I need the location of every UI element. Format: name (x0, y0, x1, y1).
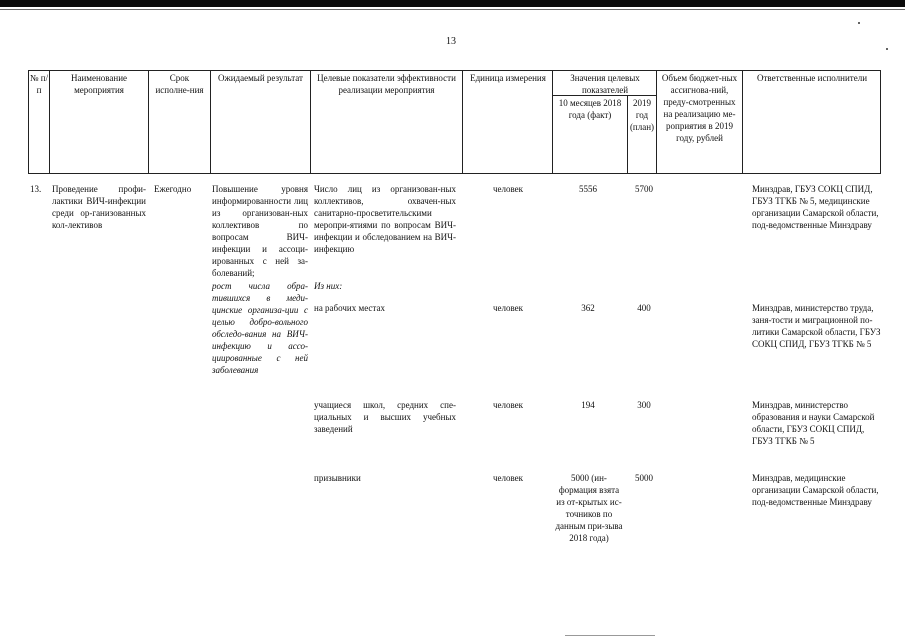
unit-total: человек (492, 184, 524, 194)
header-responsible: Ответственные исполнители (756, 73, 868, 83)
indicator-total: Число лиц из организован-ных коллективов, охвачен-ных санитарно-просветительскими меропри-ятиями по вопросам ВИЧ-инфекции и обследованием на ВИЧ-инфекцию (314, 184, 456, 254)
header-values-2019: 2019 год (план) (629, 98, 655, 132)
header-num: № п/п (29, 73, 49, 95)
header-bottom-border (28, 173, 881, 174)
col-border (742, 70, 743, 174)
scan-bottom-line (565, 635, 655, 636)
header-unit: Единица измерения (470, 73, 546, 83)
header-name: Наименование мероприятия (70, 73, 128, 95)
col-border (310, 70, 311, 174)
expected-result-2: рост числа обра-тившихся в меди-цинские организа-ции с целью добро-вольного обследо-вания на ВИЧ-инфекцию и ассо-циированные с ней заболевания (212, 281, 308, 375)
row-number: 13. (30, 184, 42, 194)
col-border (627, 95, 628, 174)
responsible-total: Минздрав, ГБУЗ СОКЦ СПИД, ГБУЗ ТГКБ № 5, медицинские организации Самарской области, под-ведомственные Минздраву (752, 184, 879, 230)
responsible-students: Минздрав, министерство образования и науки Самарской области, ГБУЗ СОКЦ СПИД, ГБУЗ ТГКБ № 5 (752, 400, 875, 446)
col-border (210, 70, 211, 174)
header-result: Ожидаемый результат (218, 73, 303, 83)
indicator-students: учащиеся школ, средних спе-циальных и высших учебных заведений (314, 400, 456, 434)
header-term: Срок исполне-ния (155, 73, 204, 95)
indicator-of-them: Из них: (314, 281, 343, 291)
value-2019-total: 5700 (635, 184, 653, 194)
value-2018-students: 194 (581, 400, 595, 410)
responsible-conscripts: Минздрав, медицинские организации Самарской области, под-ведомственные Минздраву (752, 473, 879, 507)
top-border-bar (0, 0, 905, 7)
col-border (462, 70, 463, 174)
table-top-border (28, 70, 881, 71)
unit-conscripts: человек (492, 473, 524, 483)
scan-speck (858, 22, 860, 24)
unit-students: человек (492, 400, 524, 410)
col-border (49, 70, 50, 174)
value-2018-total: 5556 (579, 184, 597, 194)
col-border (148, 70, 149, 174)
indicator-conscripts: призывники (314, 473, 361, 483)
header-values: Значения целевых показателей (570, 73, 640, 95)
unit-workplaces: человек (492, 303, 524, 313)
scan-speck (886, 48, 888, 50)
page-number: 13 (446, 36, 456, 47)
indicator-workplaces: на рабочих местах (314, 303, 385, 313)
col-border (656, 70, 657, 174)
header-budget: Объем бюджет-ных ассигнова-ний, преду-смотренных на реализацию ме-роприятия в 2019 году, рублей (661, 73, 738, 143)
col-border (880, 70, 881, 174)
activity-name: Проведение профи-лактики ВИЧ-инфекции среди ор-ганизованных кол-лективов (52, 184, 146, 230)
value-2019-students: 300 (637, 400, 651, 410)
responsible-workplaces: Минздрав, министерство труда, заня-тости и миграционной по-литики Самарской области, ГБУЗ СОКЦ СПИД, ГБУЗ ТГКБ № 5 (752, 303, 881, 349)
expected-result-1: Повышение уровня информированности лиц из организован-ных коллективов по вопросам ВИЧ-инфекции и ассоци-ированных с ней за-болеваний; (212, 184, 308, 278)
top-border-line (0, 9, 905, 10)
value-2019-workplaces: 400 (637, 303, 651, 313)
value-2018-workplaces: 362 (581, 303, 595, 313)
col-border (552, 70, 553, 174)
header-indicators: Целевые показатели эффективности реализации мероприятия (317, 73, 456, 95)
value-2018-conscripts: 5000 (ин-формация взята из от-крытых ис-точников по данным при-зыва 2018 года) (555, 473, 623, 543)
value-2019-conscripts: 5000 (635, 473, 653, 483)
header-values-2018: 10 месяцев 2018 года (факт) (558, 98, 622, 120)
activity-term: Ежегодно (154, 184, 192, 194)
